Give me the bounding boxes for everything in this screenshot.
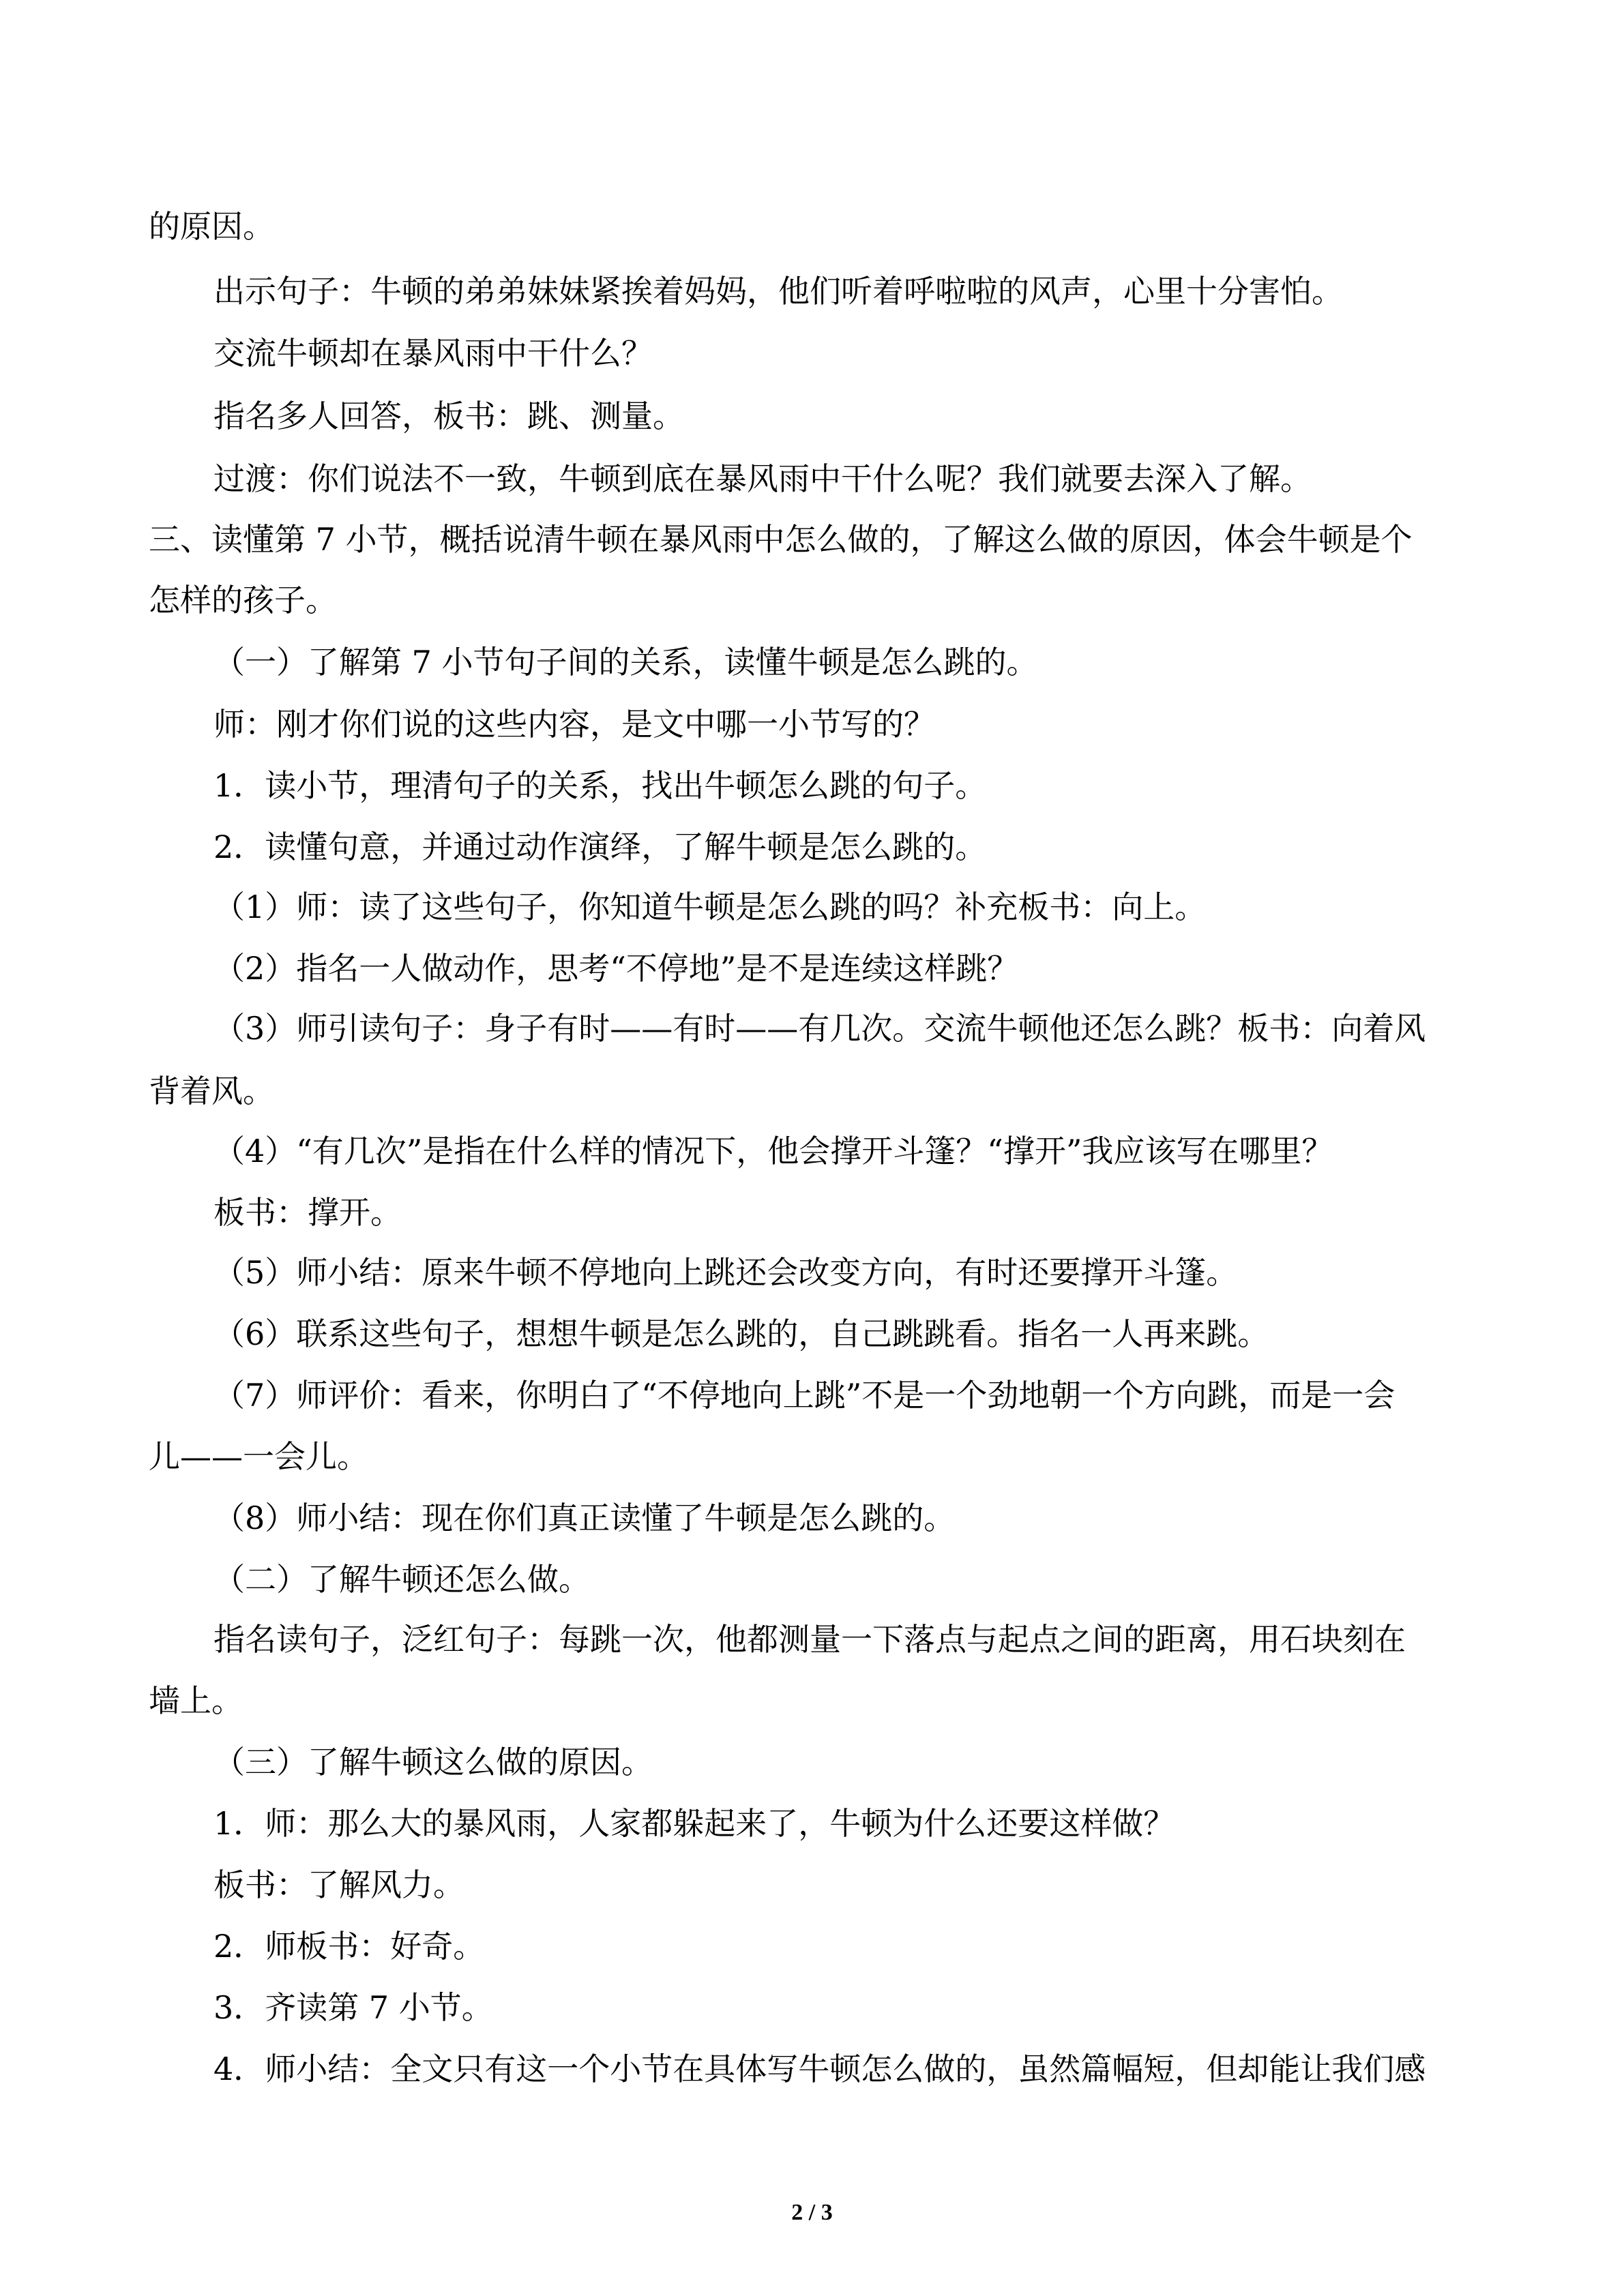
list-item: （1）师：读了这些句子，你知道牛顿是怎么跳的吗？补充板书：向上。	[213, 889, 1207, 925]
section-heading-continued: 怎样的孩子。	[149, 582, 337, 618]
list-item: （6）联系这些句子，想想牛顿是怎么跳的，自己跳跳看。指名一人再来跳。	[213, 1315, 1269, 1352]
page-number: 2 / 3	[791, 2200, 833, 2225]
list-item: （8）师小结：现在你们真正读懂了牛顿是怎么跳的。	[213, 1500, 956, 1536]
list-item: 1．师：那么大的暴风雨，人家都躲起来了，牛顿为什么还要这样做？	[213, 1805, 1175, 1842]
text-line: 过渡：你们说法不一致，牛顿到底在暴风雨中干什么呢？我们就要去深入了解。	[213, 460, 1312, 497]
text-line: 师：刚才你们说的这些内容，是文中哪一小节写的？	[213, 706, 935, 743]
list-item: 3．齐读第 7 小节。	[213, 1989, 493, 2026]
text-line: 出示句子：牛顿的弟弟妹妹紧挨着妈妈，他们听着呼啦啦的风声，心里十分害怕。	[213, 273, 1343, 310]
list-item: 2．读懂句意，并通过动作演绎，了解牛顿是怎么跳的。	[213, 829, 987, 865]
text-line: 指名多人回答，板书：跳、测量。	[213, 398, 684, 434]
section-heading: 三、读懂第 7 小节，概括说清牛顿在暴风雨中怎么做的，了解这么做的原因，体会牛顿是个	[149, 521, 1413, 558]
list-item: （5）师小结：原来牛顿不停地向上跳还会改变方向，有时还要撑开斗篷。	[213, 1254, 1238, 1291]
subsection-heading: （二）了解牛顿还怎么做。	[213, 1561, 590, 1598]
list-item-continued: 儿——一会儿。	[149, 1438, 368, 1475]
list-item: （3）师引读句子：身子有时——有时——有几次。交流牛顿他还怎么跳？板书：向着风	[213, 1010, 1426, 1047]
list-item-continued: 背着风。	[149, 1073, 274, 1109]
text-line: 板书：撑开。	[213, 1194, 402, 1231]
list-item: （2）指名一人做动作，思考“不停地”是不是连续这样跳？	[213, 950, 1019, 987]
text-line: 指名读句子，泛红句子：每跳一次，他都测量一下落点与起点之间的距离，用石块刻在	[213, 1621, 1406, 1658]
subsection-heading: （三）了解牛顿这么做的原因。	[213, 1744, 653, 1780]
text-line: 的原因。	[149, 208, 274, 245]
text-line: 板书：了解风力。	[213, 1866, 464, 1903]
text-line: 交流牛顿却在暴风雨中干什么？	[213, 335, 653, 372]
list-item: 1．读小节，理清句子的关系，找出牛顿怎么跳的句子。	[213, 767, 987, 804]
text-line-continued: 墙上。	[149, 1682, 243, 1719]
list-item: （7）师评价：看来，你明白了“不停地向上跳”不是一个劲地朝一个方向跳，而是一会	[213, 1377, 1396, 1414]
list-item: 4．师小结：全文只有这一个小节在具体写牛顿怎么做的，虽然篇幅短，但却能让我们感	[213, 2051, 1426, 2087]
list-item: （4）“有几次”是指在什么样的情况下，他会撑开斗篷？“撑开”我应该写在哪里？	[213, 1133, 1333, 1169]
list-item: 2．师板书：好奇。	[213, 1928, 485, 1965]
subsection-heading: （一）了解第 7 小节句子间的关系，读懂牛顿是怎么跳的。	[213, 644, 1038, 681]
